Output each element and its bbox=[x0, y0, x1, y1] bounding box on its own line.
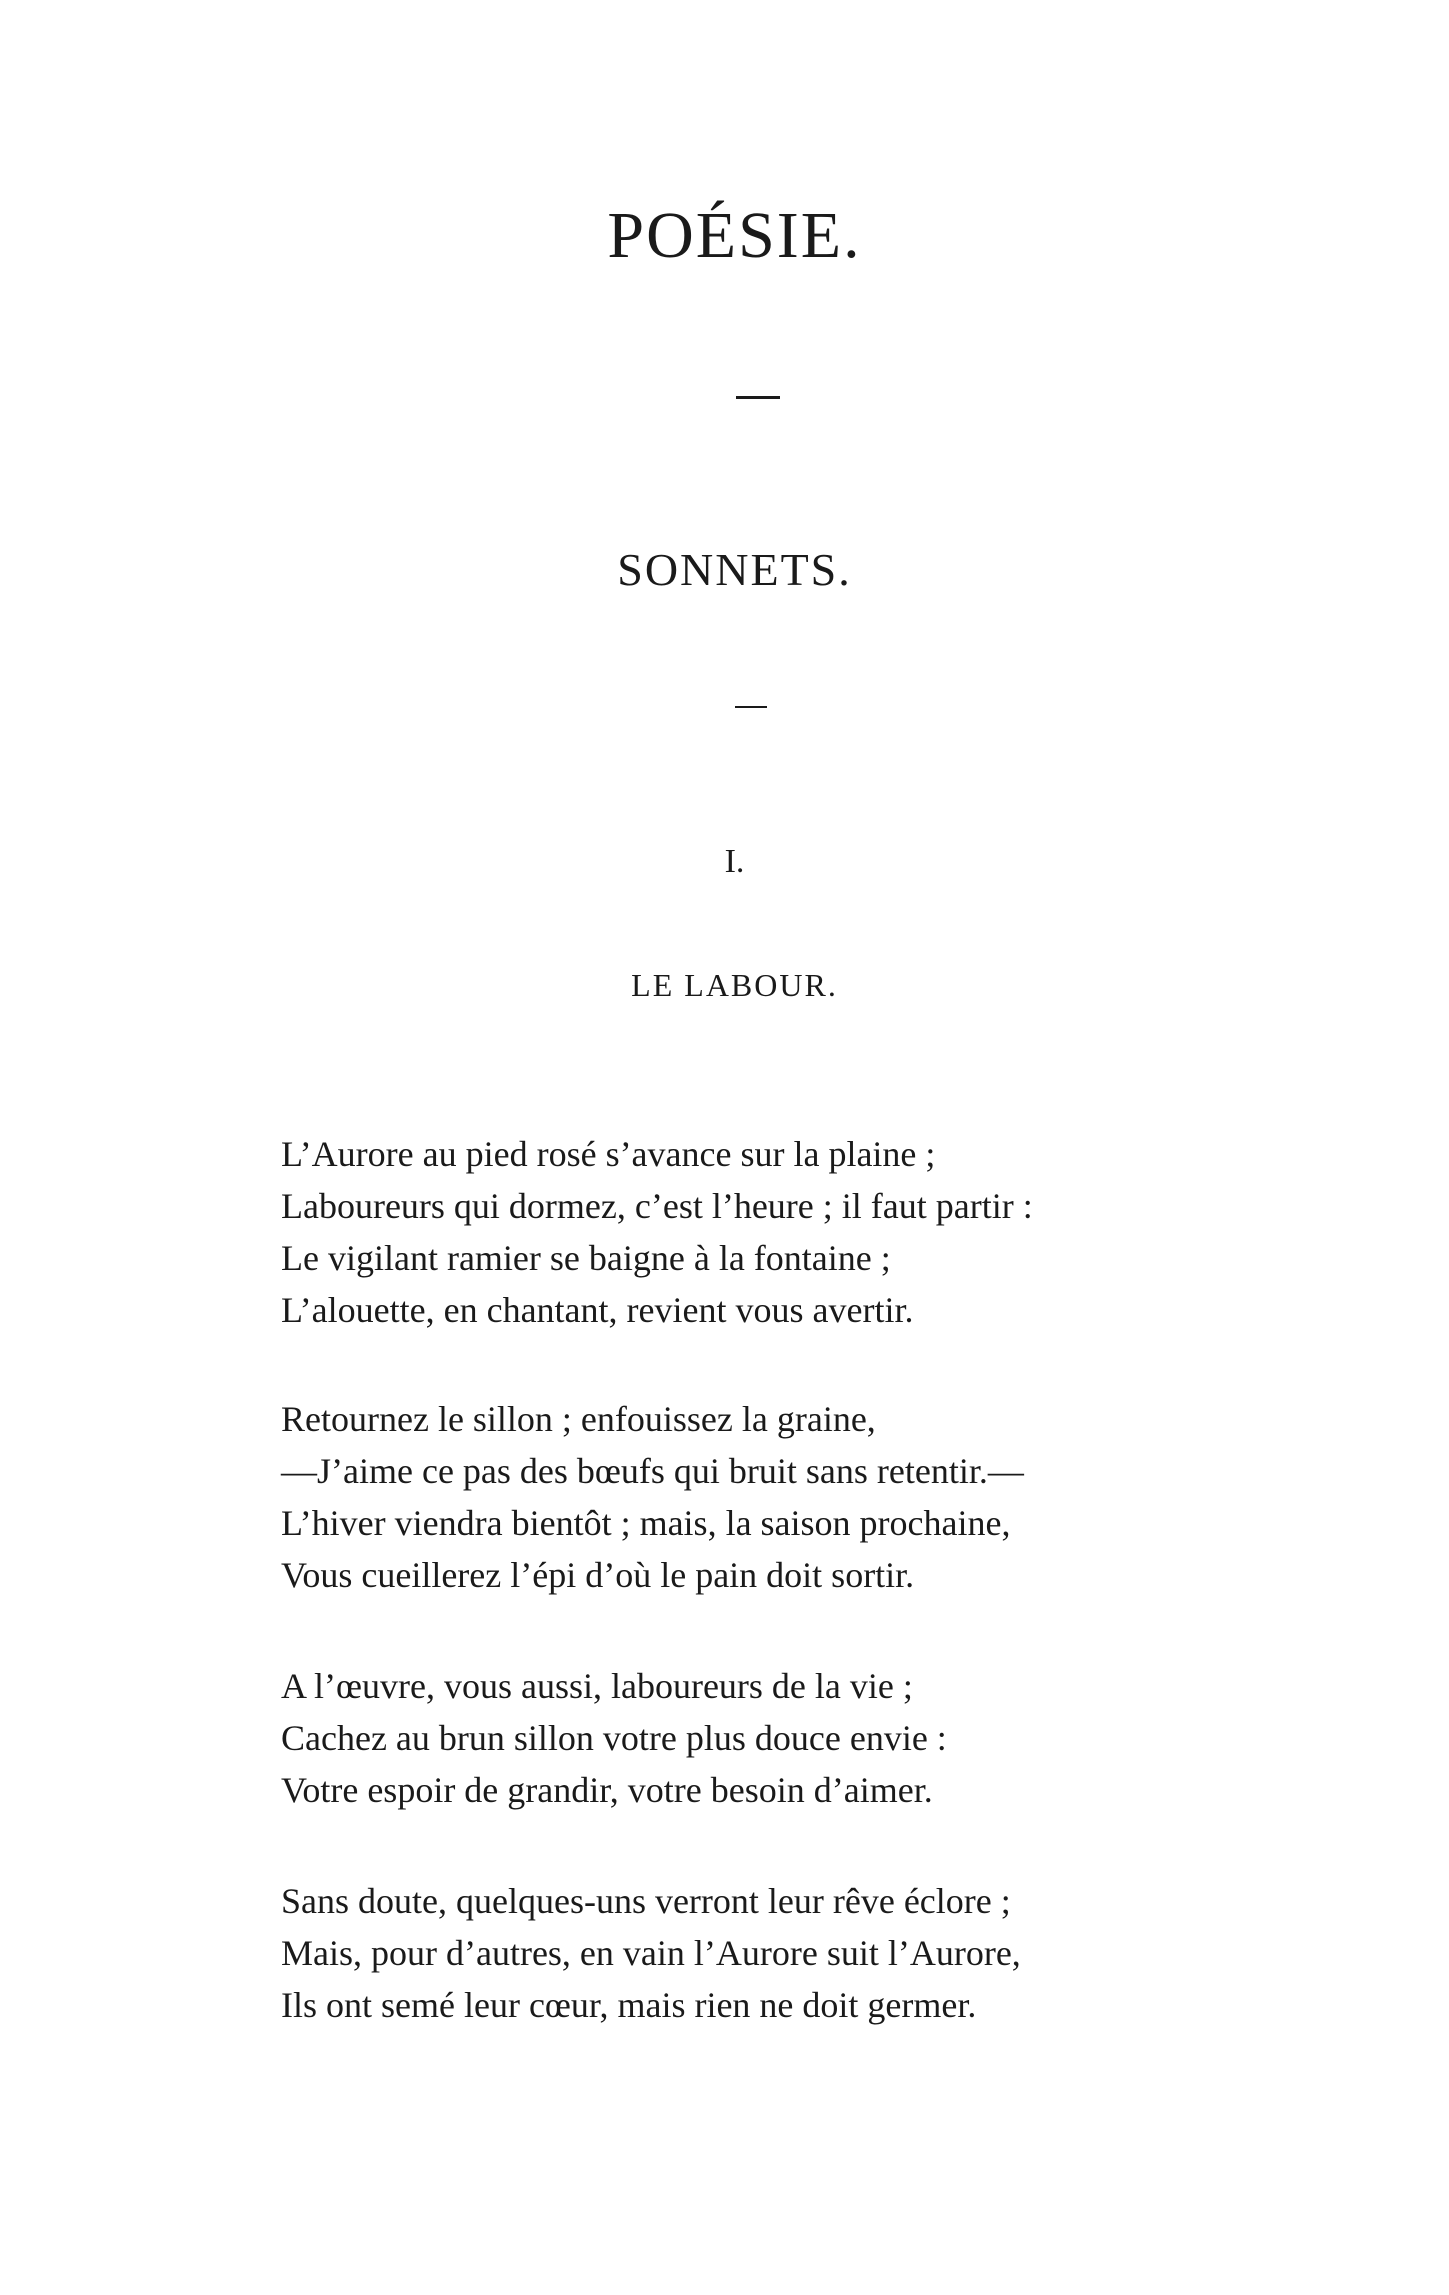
verse-line: L’alouette, en chantant, revient vous avertir. bbox=[281, 1290, 914, 1330]
stanza bbox=[281, 1660, 1281, 1816]
verse-line: Le vigilant ramier se baigne à la fontaine ; bbox=[281, 1238, 891, 1278]
verse-line: Laboureurs qui dormez, c’est l’heure ; il faut partir : bbox=[281, 1186, 1033, 1226]
verse-line: Vous cueillerez l’épi d’où le pain doit sortir. bbox=[281, 1555, 915, 1595]
divider bbox=[735, 706, 767, 708]
verse-line: Sans doute, quelques-uns verront leur rêve éclore ; bbox=[281, 1881, 1011, 1921]
divider bbox=[736, 396, 780, 399]
verse-line: Ils ont semé leur cœur, mais rien ne doit germer. bbox=[281, 1985, 977, 2025]
verse-line: L’Aurore au pied rosé s’avance sur la plaine ; bbox=[281, 1134, 936, 1174]
verse-line: Votre espoir de grandir, votre besoin d’aimer. bbox=[281, 1770, 933, 1810]
verse-line: —J’aime ce pas des bœufs qui bruit sans retentir.— bbox=[281, 1451, 1024, 1491]
verse-line: L’hiver viendra bientôt ; mais, la saison prochaine, bbox=[281, 1503, 1011, 1543]
stanza bbox=[281, 1393, 1281, 1601]
verse-line: Mais, pour d’autres, en vain l’Aurore suit l’Aurore, bbox=[281, 1933, 1021, 1973]
stanza bbox=[281, 1875, 1281, 2031]
verse-line: Retournez le sillon ; enfouissez la graine, bbox=[281, 1399, 876, 1439]
verse-line: Cachez au brun sillon votre plus douce envie : bbox=[281, 1718, 947, 1758]
section-title: SONNETS. bbox=[617, 544, 852, 595]
stanza bbox=[281, 1128, 1281, 1336]
verse-line: A l’œuvre, vous aussi, laboureurs de la vie ; bbox=[281, 1666, 913, 1706]
page-title: POÉSIE. bbox=[607, 199, 862, 272]
sonnet-number: I. bbox=[724, 843, 745, 880]
poem-title: LE LABOUR. bbox=[631, 967, 838, 1003]
